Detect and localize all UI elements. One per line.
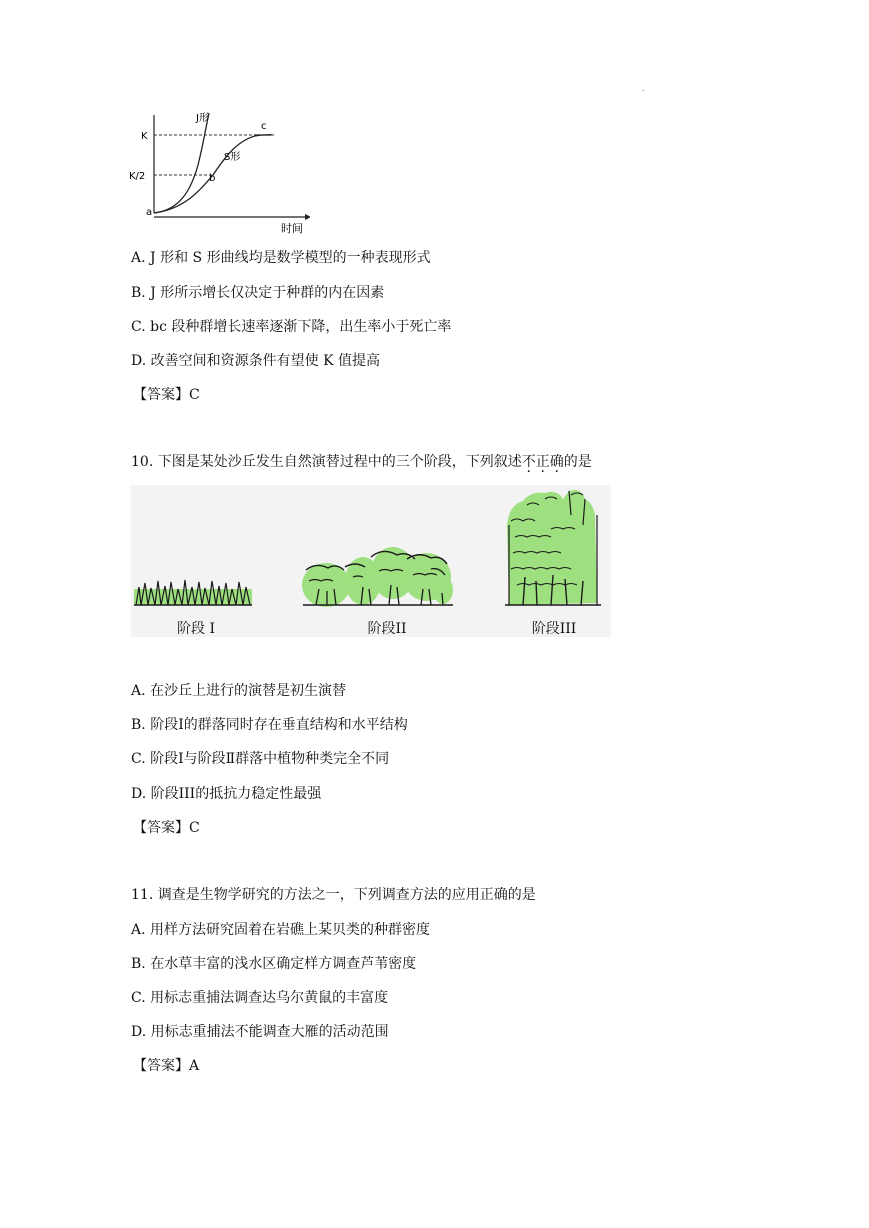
- succession-illustration: [131, 485, 611, 637]
- q10-answer: 【答案】C: [133, 820, 200, 836]
- label-k2: K/2: [129, 171, 146, 182]
- stage-3-forest: [505, 490, 601, 605]
- x-axis-arrow: [305, 214, 310, 220]
- stage-2-label: 阶段II: [367, 621, 407, 637]
- q10-stem: [131, 453, 592, 471]
- q9-option-c: C. bc 段种群增长速率逐渐下降，出生率小于死亡率: [131, 319, 452, 335]
- stage-2-shrubs: [302, 547, 453, 607]
- label-k: K: [141, 131, 148, 142]
- q9-answer: 【答案】C: [133, 387, 200, 403]
- q10-stem-before: 10. 下图是某处沙丘发生自然演替过程中的三个阶段，下列叙述: [131, 454, 522, 470]
- q10-emph-1: 不: [521, 454, 536, 470]
- q10-option-b: B. 阶段Ⅰ的群落同时存在垂直结构和水平结构: [131, 717, 408, 733]
- j-curve: [154, 113, 209, 213]
- succession-stages-svg: [131, 485, 611, 637]
- label-c: c: [261, 121, 267, 132]
- x-axis-label: 时间: [281, 222, 303, 235]
- q11-option-c: C. 用标志重捕法调查达乌尔黄鼠的丰富度: [131, 990, 389, 1006]
- q9-option-b: B. J 形所示增长仅决定于种群的内在因素: [131, 285, 385, 301]
- q9-option-d: D. 改善空间和资源条件有望使 K 值提高: [131, 353, 380, 369]
- q10-stem-after: 的是: [563, 454, 592, 470]
- stage-1-grass: [134, 580, 252, 605]
- q10-option-d: D. 阶段III的抵抗力稳定性最强: [131, 786, 322, 802]
- q11-option-a: A. 用样方法研究固着在岩礁上某贝类的种群密度: [131, 922, 431, 938]
- q11-option-b: B. 在水草丰富的浅水区确定样方调查芦苇密度: [131, 956, 417, 972]
- label-s: S形: [224, 152, 241, 163]
- q10-emph-3: 确: [549, 454, 564, 470]
- label-j: J形: [196, 113, 209, 124]
- q10-option-c: C. 阶段Ⅰ与阶段Ⅱ群落中植物种类完全不同: [131, 751, 390, 767]
- stage-3-label: 阶段III: [531, 621, 577, 637]
- label-a: a: [146, 207, 153, 218]
- stage-1-label: 阶段 I: [177, 621, 215, 637]
- q11-option-d: D. 用标志重捕法不能调查大雁的活动范围: [131, 1024, 389, 1040]
- q9-option-a: A. J 形和 S 形曲线均是数学模型的一种表现形式: [131, 250, 431, 266]
- q10-option-a: A. 在沙丘上进行的演替是初生演替: [131, 683, 347, 699]
- population-growth-graph: [125, 105, 310, 240]
- label-b: b: [209, 173, 216, 184]
- q11-answer: 【答案】A: [133, 1058, 200, 1074]
- page-marker: .: [642, 84, 645, 93]
- q11-stem: 11. 调查是生物学研究的方法之一，下列调查方法的应用正确的是: [131, 887, 536, 903]
- q10-emph-2: 正: [535, 454, 550, 470]
